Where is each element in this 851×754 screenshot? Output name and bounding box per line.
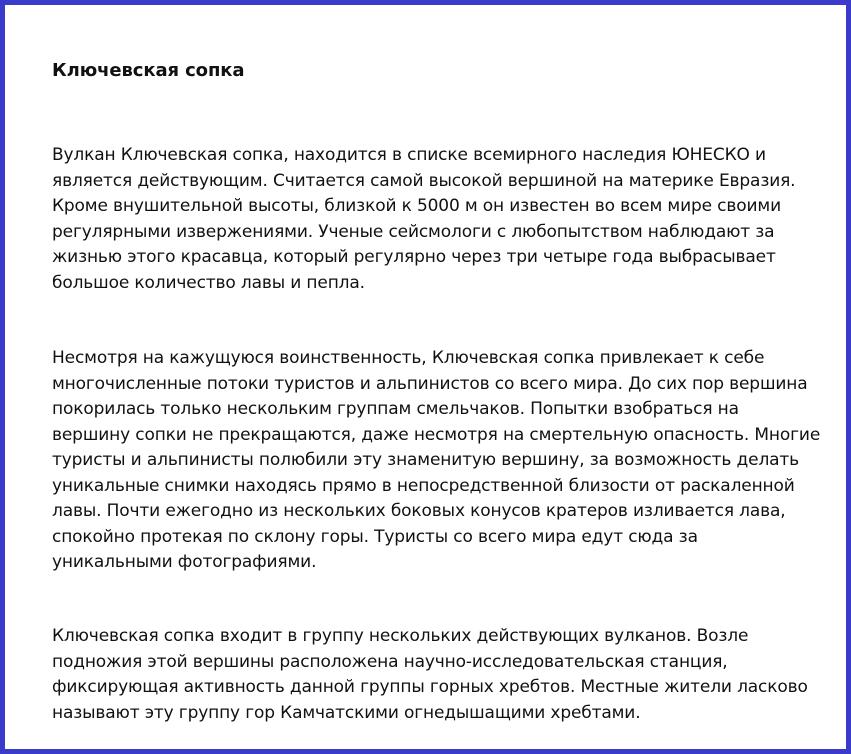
article-title: Ключевская сопка (52, 60, 245, 81)
article (52, 53, 822, 723)
article-paragraph: Вулкан Ключевская сопка, находится в списке всемирного наследия ЮНЕСКО и является действующим. Считается самой высокой вершиной на материке Евразия. Кроме внушительной высоты, близкой к 5000 м он известен во всем мире своими регулярными извержениями. Ученые сейсмологи с любопытством наблюдают за жизнью этого красавца, который регулярно через три четыре года выбрасывает большое количество лавы и пепла. (52, 145, 796, 293)
article-paragraph: Несмотря на кажущуюся воинственность, Ключевская сопка привлекает к себе многочисленные потоки туристов и альпинистов со всего мира. До сих пор вершина покорилась только нескольким группам смельчаков. Попытки взобраться на вершину сопки не прекращаются, даже несмотря на смертельную опасность. Многие туристы и альпинисты полюбили эту знаменитую вершину, за возможность делать уникальные снимки находясь прямо в непосредственной близости от раскаленной лавы. Почти ежегодно из нескольких боковых конусов кратеров изливается лава, спокойно протекая по склону горы. Туристы со всего мира едут сюда за уникальными фотографиями. (52, 348, 821, 572)
article-paragraph: Ключевская сопка входит в группу нескольких действующих вулканов. Возле подножия этой вершины расположена научно-исследовательская станция, фиксирующая активность данной группы горных хребтов. Местные жители ласково называют эту группу гор Камчатскими огнедышащими хребтами. (52, 626, 808, 723)
